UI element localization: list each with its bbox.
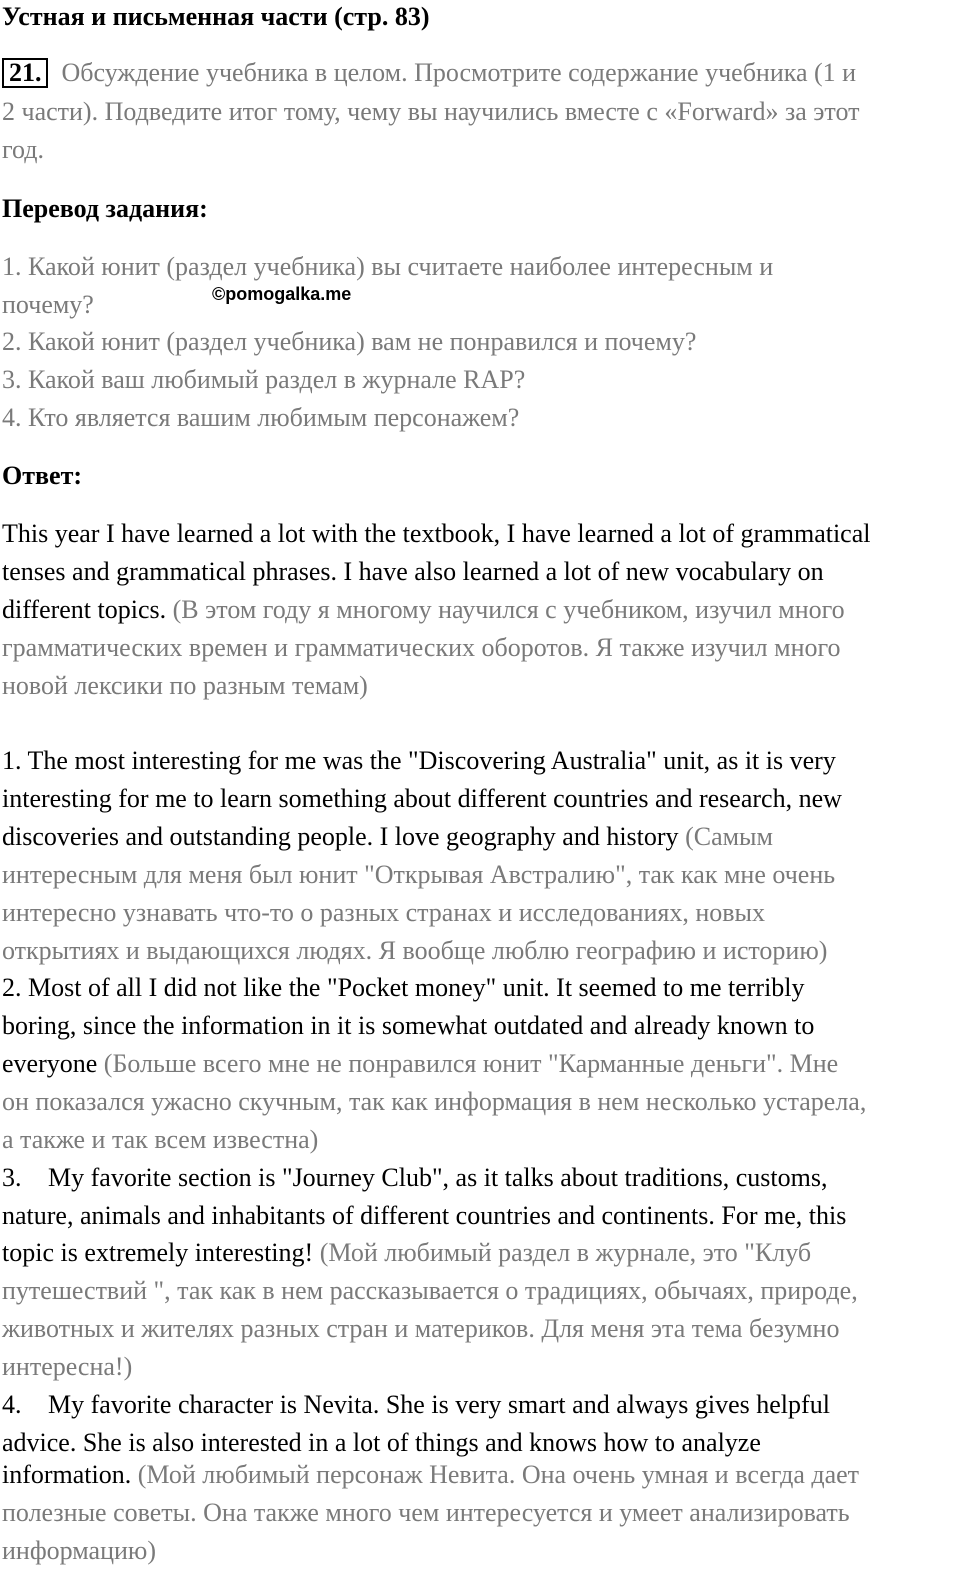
answer-4-text: My favorite character is Nevita. She is very smart and always gives helpful — [48, 1390, 830, 1419]
answer-4-translation: (Мой любимый персонаж Невита. Она очень умная и всегда дает — [131, 1460, 860, 1489]
translation-item: 4. Кто является вашим любимым персонажем? — [2, 403, 520, 432]
answer-4-translation-line: полезные советы. Она также много чем интересуется и умеет анализировать — [2, 1498, 850, 1527]
answer-3-translation-line: путешествий ", так как в нем рассказывается о традициях, обычаях, природе, — [2, 1276, 858, 1305]
intro-translation-line: грамматических времен и грамматических оборотов. Я также изучил много — [2, 633, 841, 662]
answer-3-translation: (Мой любимый раздел в журнале, это "Клуб — [313, 1238, 812, 1267]
intro-line: This year I have learned a lot with the textbook, I have learned a lot of grammatical — [2, 519, 871, 548]
answer-1-line — [2, 820, 773, 854]
answer-1-translation-line: интересным для меня был юнит "Открывая Австралию", так как мне очень — [2, 860, 836, 889]
translation-heading: Перевод задания: — [2, 194, 208, 223]
answer-3-line: nature, animals and inhabitants of different countries and continents. For me, this — [2, 1201, 847, 1230]
intro-line — [2, 593, 845, 627]
exercise-line-3: год. — [2, 135, 44, 164]
exercise-number: 21. — [2, 58, 48, 88]
answer-2-translation: (Больше всего мне не понравился юнит "Карманные деньги". Мне — [97, 1049, 839, 1078]
answer-2-line — [2, 1047, 838, 1081]
exercise-text: Обсуждение учебника в целом. Просмотрите содержание учебника (1 и — [61, 58, 857, 87]
intro-line: tenses and grammatical phrases. I have also learned a lot of new vocabulary on — [2, 557, 824, 586]
answer-4-line — [2, 1458, 859, 1492]
answer-3-english: topic is extremely interesting! — [2, 1238, 314, 1267]
answer-3-translation-line: животных и жителях разных стран и материков. Для меня эта тема безумно — [2, 1314, 840, 1343]
answer-2-line: boring, since the information in it is somewhat outdated and already known to — [2, 1011, 815, 1040]
answer-1-english: discoveries and outstanding people. I love geography and history — [2, 822, 679, 851]
translation-item-continued: почему? — [2, 290, 94, 319]
answer-3-translation-line: интересна!) — [2, 1352, 133, 1381]
translation-item: 2. Какой юнит (раздел учебника) вам не понравился и почему? — [2, 327, 697, 356]
answer-2-translation-line: он показался ужасно скучным, так как информация в нем несколько устарела, — [2, 1087, 867, 1116]
answer-2-line: 2. Most of all I did not like the "Pocket money" unit. It seemed to me terribly — [2, 973, 805, 1002]
answer-1-line: interesting for me to learn something about different countries and research, new — [2, 784, 842, 813]
exercise-line-2: 2 части). Подведите итог тому, чему вы научились вместе с «Forward» за этот — [2, 97, 860, 126]
answer-4-translation-line: информацию) — [2, 1536, 157, 1565]
watermark: ©pomogalka.me — [212, 284, 352, 304]
answer-3-line — [2, 1161, 827, 1195]
answer-4-line: advice. She is also interested in a lot of things and knows how to analyze — [2, 1428, 761, 1457]
answer-4-english: information. — [2, 1460, 132, 1489]
translation-item: 1. Какой юнит (раздел учебника) вы считаете наиболее интересным и — [2, 252, 774, 281]
answer-3-number: 3. — [2, 1163, 22, 1192]
section-title: Устная и письменная части (стр. 83) — [2, 2, 430, 31]
answer-2-translation-line: а также и так всем известна) — [2, 1125, 319, 1154]
answer-1-translation: (Самым — [678, 822, 773, 851]
intro-english: different topics. — [2, 595, 167, 624]
intro-translation: (В этом году я многому научился с учебником, изучил много — [166, 595, 845, 624]
answer-1-translation-line: открытиях и выдающихся людях. Я вообще люблю географию и историю) — [2, 936, 828, 965]
translation-item: 3. Какой ваш любимый раздел в журнале RAP? — [2, 365, 526, 394]
intro-translation-line: новой лексики по разным темам) — [2, 671, 368, 700]
answer-heading: Ответ: — [2, 461, 83, 490]
exercise-line-1 — [2, 56, 856, 90]
answer-3-text: My favorite section is "Journey Club", as it talks about traditions, customs, — [48, 1163, 828, 1192]
answer-1-line: 1. The most interesting for me was the "Discovering Australia" unit, as it is very — [2, 746, 836, 775]
answer-4-number: 4. — [2, 1390, 22, 1419]
answer-4-line — [2, 1388, 830, 1422]
answer-3-line — [2, 1236, 811, 1270]
answer-2-english: everyone — [2, 1049, 98, 1078]
answer-1-translation-line: интересно узнавать что-то о разных странах и исследованиях, новых — [2, 898, 766, 927]
